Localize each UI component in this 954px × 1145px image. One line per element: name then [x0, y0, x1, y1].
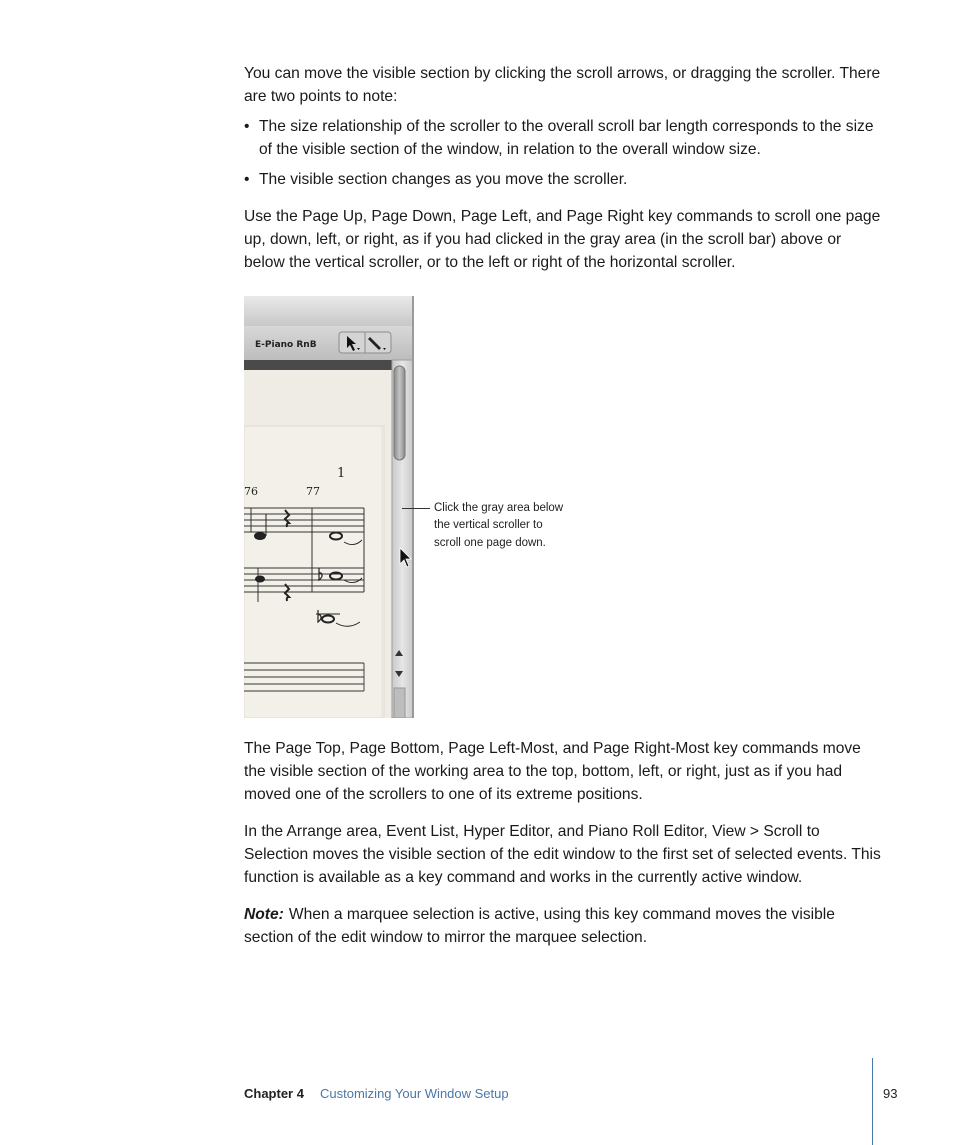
intro-paragraph: You can move the visible section by clicking the scroll arrows, or dragging the scroller. There are two points to note:: [244, 65, 881, 105]
callout-line-3: scroll one page down.: [434, 536, 546, 549]
header-divider: [244, 360, 392, 370]
page-top-bottom-paragraph: The Page Top, Page Bottom, Page Left-Most, and Page Right-Most key commands move the visible section of the working area to the top, bottom, left, or right, just as if you had moved one of the scrollers to one of its extreme positions.: [244, 740, 861, 803]
score-page: [244, 426, 384, 718]
vertical-scroller[interactable]: [394, 366, 405, 460]
callout-leader-line: [402, 508, 430, 509]
scroll-to-selection-paragraph: In the Arrange area, Event List, Hyper Editor, and Piano Roll Editor, View > Scroll to Selection moves the visible section of the edit window to the first set of selected events. This function is available as a key command and works in the currently active window.: [244, 823, 881, 886]
callout-line-1: Click the gray area below: [434, 502, 564, 514]
bullet-text: The visible section changes as you move the scroller.: [259, 171, 628, 188]
footer-chapter: Chapter 4: [244, 1086, 304, 1101]
list-item: [244, 168, 884, 191]
note-head: [254, 532, 266, 540]
score-window-figure: [244, 296, 414, 718]
bullet-glyph: •: [244, 171, 250, 188]
bullet-list: [244, 115, 884, 198]
note-paragraph: [244, 903, 884, 949]
note-text: When a marquee selection is active, using this key command moves the visible section of the edit window to mirror the marquee selection.: [244, 906, 835, 946]
footer-divider: [872, 1058, 873, 1145]
bullet-glyph: •: [244, 118, 250, 135]
footer-chapter-title[interactable]: Customizing Your Window Setup: [320, 1086, 509, 1101]
page-keys-paragraph: Use the Page Up, Page Down, Page Left, and Page Right key commands to scroll one page up, down, left, or right, as if you had clicked in the gray area (in the scroll bar) above or below the vertical scroller, or to the left or right of the horizontal scroller.: [244, 208, 881, 271]
track-name-label: E-Piano RnB: [255, 340, 317, 350]
measure-number-left: 76: [244, 485, 258, 498]
list-item: [244, 115, 884, 161]
measure-number-right: 77: [306, 485, 320, 498]
note-label: Note:: [244, 906, 284, 923]
page-number: 93: [883, 1086, 898, 1101]
bullet-text: The size relationship of the scroller to the overall scroll bar length corresponds to the size of the visible section of the window, in relation to the overall window size.: [259, 118, 874, 158]
note-head: [255, 576, 265, 583]
score-window-screenshot: [244, 296, 414, 718]
bar-number: 1: [337, 466, 346, 481]
callout-line-2: the vertical scroller to: [434, 519, 543, 532]
window-titlebar: [244, 296, 413, 326]
figure-callout: [434, 500, 584, 552]
scroll-resize-handle[interactable]: [394, 688, 405, 718]
